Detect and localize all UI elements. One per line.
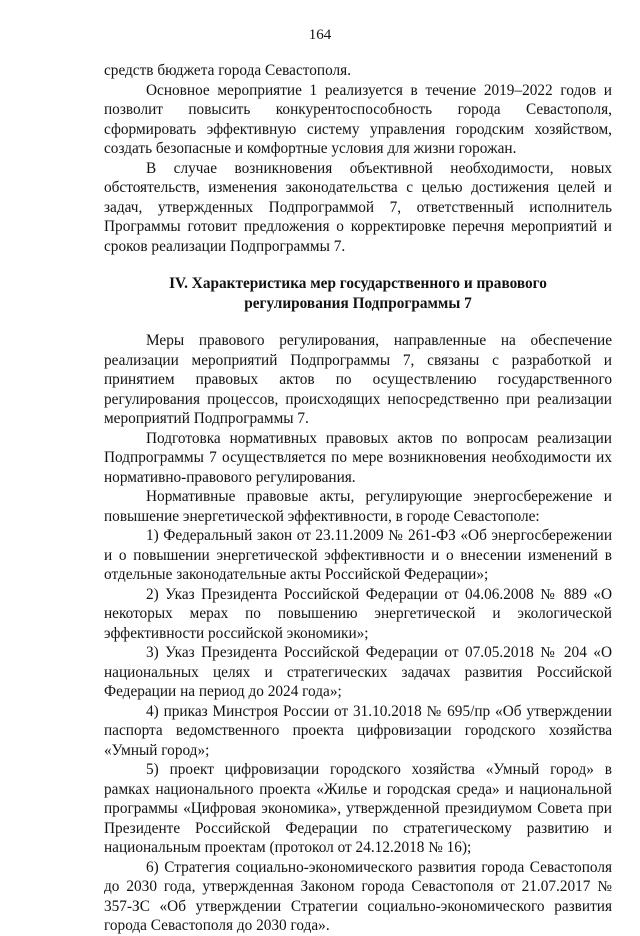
list-item-smart-city-project: 5) проект цифровизации городского хозяйства «Умный город» в рамках национального проекта «Жилье и городская среда» и национальной программы «Цифровая экономика», утвержденной президиумом Совета при Президенте Российской Федерации по стратегическому развитию и национальным проектам (протокол от 24.12.2018 № 16);	[104, 761, 612, 856]
list-item-decree-889: 2) Указ Президента Российской Федерации от 04.06.2008 № 889 «О некоторых мерах по повышению энергетической и экологической эффективности российской экономики»;	[104, 585, 612, 642]
list-item-decree-204: 3) Указ Президента Российской Федерации от 07.05.2018 № 204 «О национальных целях и стратегических задачах развития Российской Федерации на период до 2024 года»;	[104, 644, 612, 700]
list-item-order-695: 4) приказ Минстроя России от 31.10.2018 № 695/пр «Об утверждении паспорта ведомственного проекта цифровизации городского хозяйства «Умный город»;	[104, 702, 612, 759]
section-heading-line-2: регулирования Подпрограммы 7	[244, 294, 472, 312]
list-item-strategy-2030: 6) Стратегия социально-экономического развития города Севастополя до 2030 года, утвержденная Законом города Севастополя от 21.07.2017 № 357-ЗС «Об утверждении Стратегии социально-экономического развития города Севастополя до 2030 года».	[104, 858, 612, 934]
document-body	[104, 61, 612, 936]
section-heading	[104, 274, 612, 313]
list-item-federal-law: 1) Федеральный закон от 23.11.2009 № 261-ФЗ «Об энергосбережении и о повышении энергетической эффективности и о внесении изменений в отдельные законодательные акты Российской Федерации»;	[104, 527, 612, 583]
paragraph-acts-preparation: Подготовка нормативных правовых актов по вопросам реализации Подпрограммы 7 осуществляется по мере возникновения необходимости их нормативно-правового регулирования.	[104, 429, 612, 486]
paragraph-adjustment: В случае возникновения объективной необходимости, новых обстоятельств, изменения законодательства с целью достижения целей и задач, утвержденных Подпрограммой 7, ответственный исполнитель Программы готовит предложения о корректировке перечня мероприятий и сроков реализации Подпрограммы 7.	[104, 159, 612, 255]
page-number: 164	[308, 27, 332, 43]
paragraph-normative-acts: Нормативные правовые акты, регулирующие энергосбережение и повышение энергетической эффективности, в городе Севастополе:	[104, 488, 612, 525]
paragraph-main-activity: Основное мероприятие 1 реализуется в течение 2019–2022 годов и позволит повысить конкурентоспособность города Севастополя, сформировать эффективную систему управления городским хозяйством, создать безопасные и комфортные условия для жизни горожан.	[104, 81, 612, 157]
paragraph-continuation: средств бюджета города Севастополя.	[104, 62, 352, 79]
paragraph-legal-measures: Меры правового регулирования, направленные на обеспечение реализации мероприятий Подпрограммы 7, связаны с разработкой и принятием правовых актов по осуществлению государственного регулирования процессов, происходящих непосредственно при реализации мероприятий Подпрограммы 7.	[104, 332, 612, 427]
section-heading-line-1: IV. Характеристика мер государственного и правового	[169, 275, 547, 292]
